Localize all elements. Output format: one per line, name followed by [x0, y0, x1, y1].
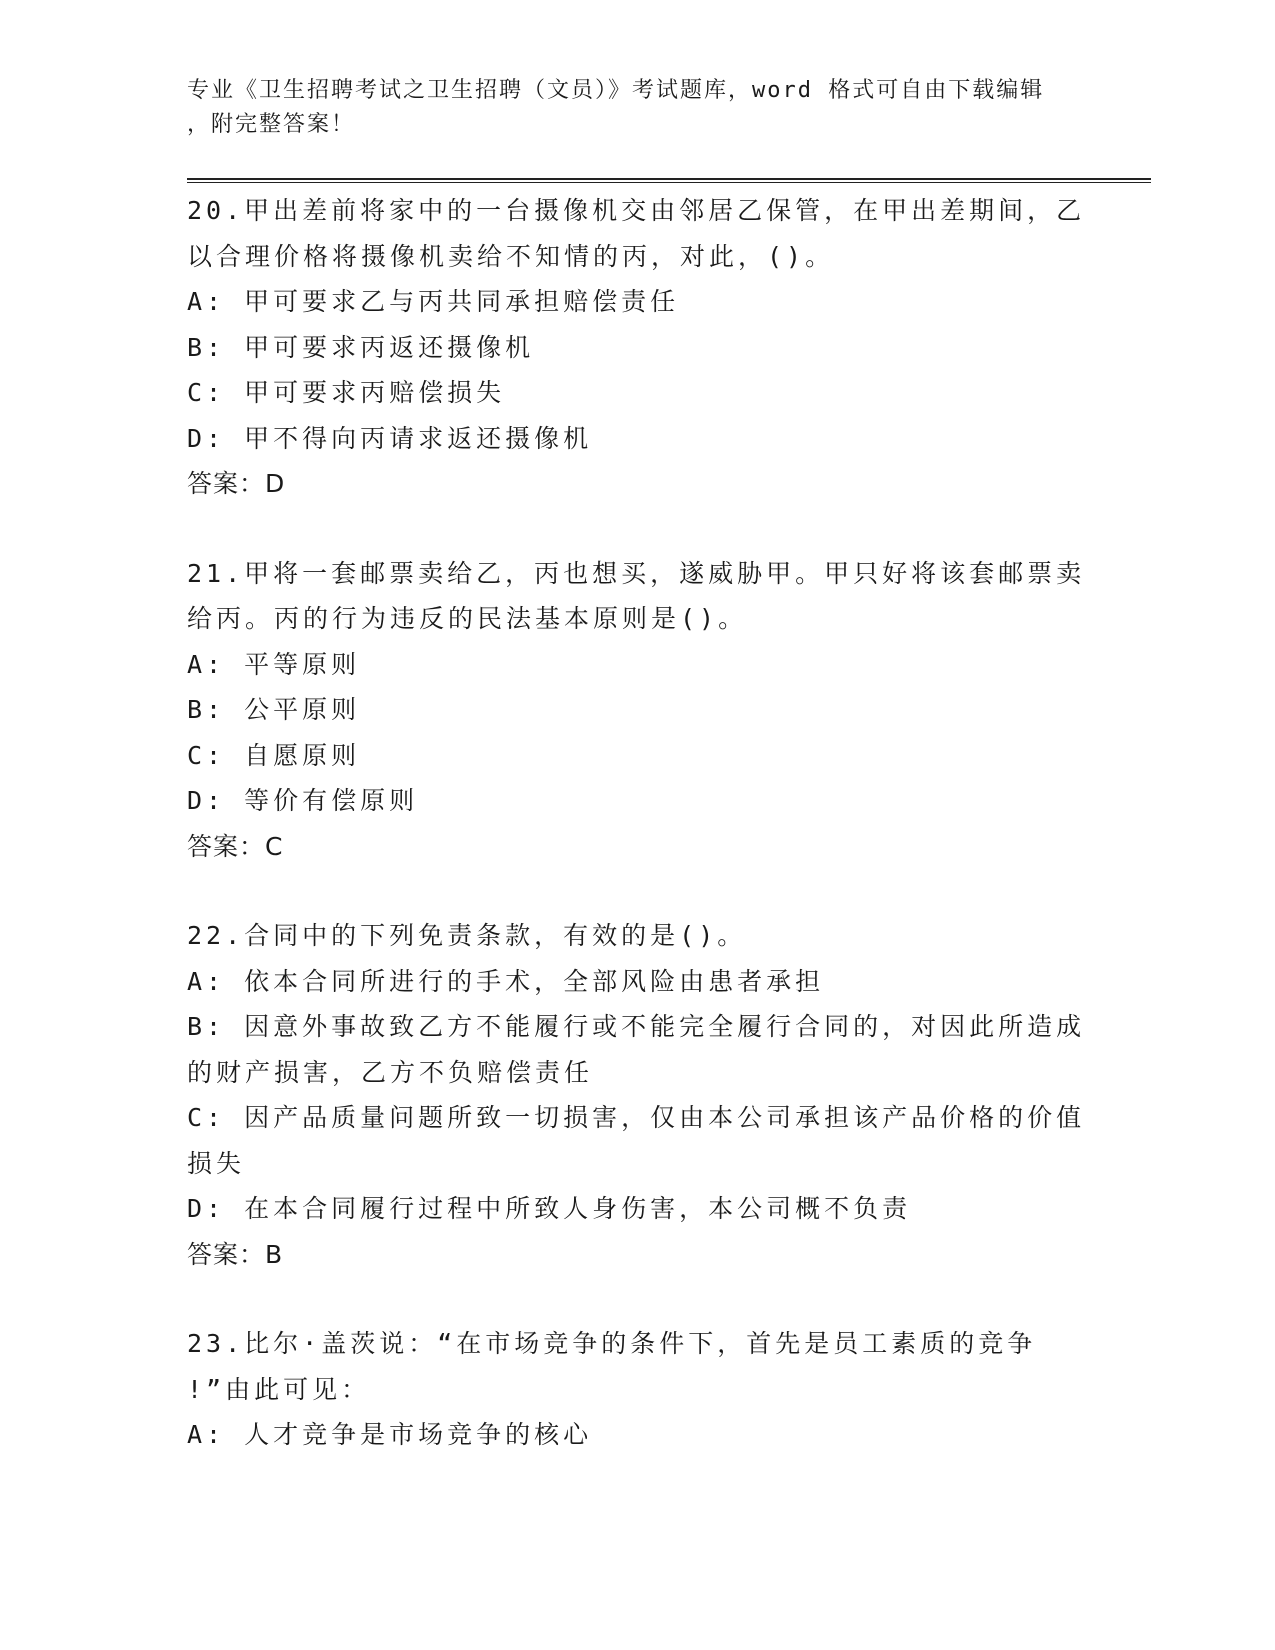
option-c-continued: 损失 — [187, 1148, 246, 1178]
option-d: D: 等价有偿原则 — [187, 786, 419, 815]
header-divider — [187, 178, 1151, 183]
option-a: A: 平等原则 — [187, 649, 361, 679]
question-21 — [187, 551, 1087, 870]
question-stem-line: 给丙。丙的行为违反的民法基本原则是()。 — [187, 604, 748, 633]
answer-label: 答案：D — [187, 469, 286, 498]
option-c: C: 自愿原则 — [187, 740, 361, 770]
option-b-continued: 的财产损害，乙方不负赔偿责任 — [187, 1057, 594, 1087]
question-22 — [187, 913, 1087, 1277]
question-stem-line: 以合理价格将摄像机卖给不知情的丙，对此，()。 — [187, 241, 835, 271]
answer-label: 答案：C — [187, 831, 284, 861]
option-d: D: 在本合同履行过程中所致人身伤害，本公司概不负责 — [187, 1194, 912, 1223]
question-stem-line: !”由此可见： — [187, 1374, 371, 1404]
question-stem-line: 23.比尔·盖茨说：“在市场竞争的条件下，首先是员工素质的竞争 — [187, 1329, 1037, 1358]
question-20 — [187, 188, 1087, 507]
question-list — [187, 188, 1087, 1502]
option-a: A: 甲可要求乙与丙共同承担赔偿责任 — [187, 287, 680, 316]
header-line-1: 专业《卫生招聘考试之卫生招聘（文员）》考试题库，word 格式可自由下载编辑 — [187, 78, 1045, 103]
question-stem-line: 20.甲出差前将家中的一台摄像机交由邻居乙保管，在甲出差期间，乙 — [187, 196, 1086, 225]
option-b: B: 甲可要求丙返还摄像机 — [187, 332, 535, 362]
question-stem-line: 21.甲将一套邮票卖给乙，丙也想买，遂威胁甲。甲只好将该套邮票卖 — [187, 558, 1086, 588]
option-c: C: 因产品质量问题所致一切损害，仅由本公司承担该产品价格的价值 — [187, 1103, 1086, 1132]
header-line-2: ，附完整答案！ — [187, 112, 356, 137]
option-d: D: 甲不得向丙请求返还摄像机 — [187, 423, 593, 453]
option-a: A: 人才竞争是市场竞争的核心 — [187, 1420, 593, 1449]
option-c: C: 甲可要求丙赔偿损失 — [187, 378, 506, 407]
option-a: A: 依本合同所进行的手术，全部风险由患者承担 — [187, 966, 825, 996]
option-b: B: 因意外事故致乙方不能履行或不能完全履行合同的，对因此所造成 — [187, 1012, 1086, 1041]
question-stem-line: 22.合同中的下列免责条款，有效的是()。 — [187, 921, 747, 950]
answer-label: 答案：B — [187, 1239, 284, 1269]
document-header — [187, 74, 1067, 142]
option-b: B: 公平原则 — [187, 695, 361, 724]
question-23 — [187, 1321, 1087, 1458]
